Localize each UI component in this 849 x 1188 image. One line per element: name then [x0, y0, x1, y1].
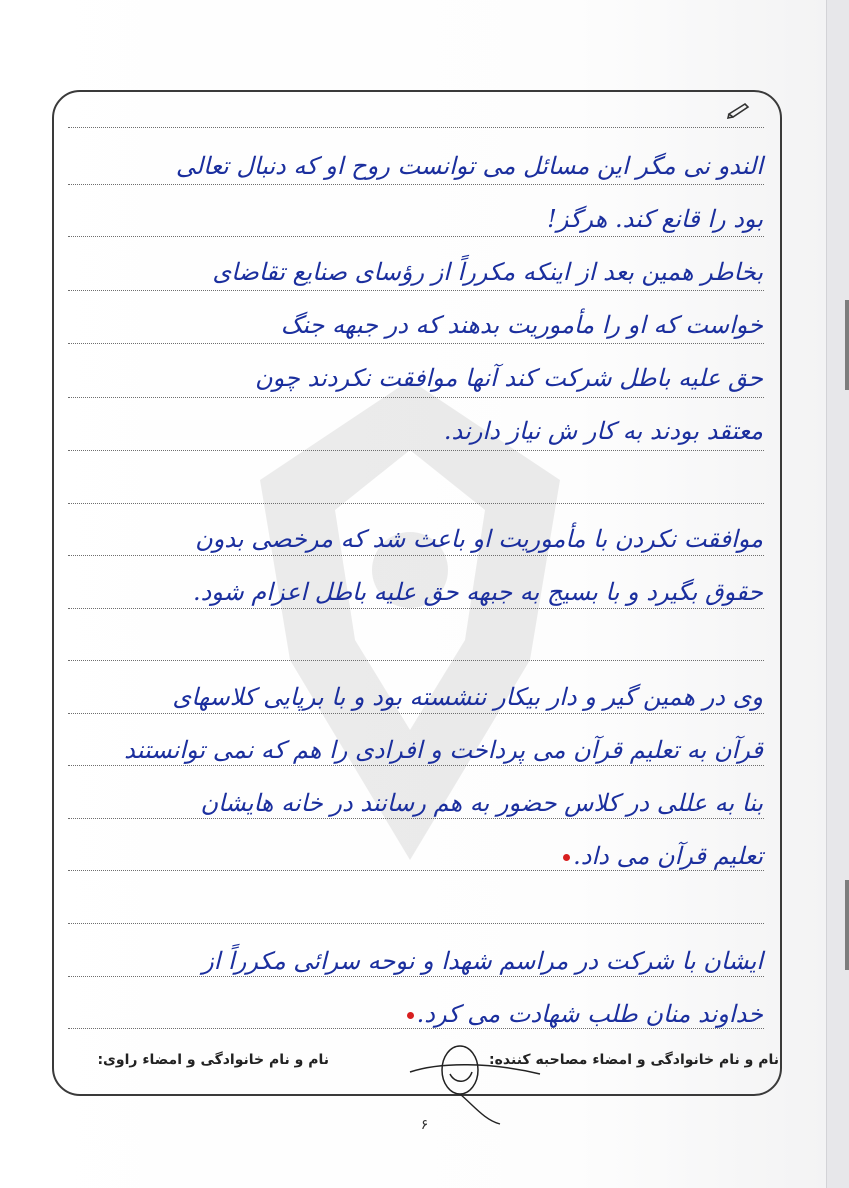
- ruled-line: [68, 923, 764, 924]
- pen-icon: [726, 98, 752, 120]
- red-dot-marker: [563, 854, 570, 861]
- handwritten-line: تعلیم قرآن می داد.: [560, 842, 763, 870]
- handwritten-line: قرآن به تعلیم قرآن می پرداخت و افرادی را هم که نمی توانستند: [124, 736, 763, 764]
- ruled-line: [68, 765, 764, 766]
- handwritten-line: وی در همین گیر و دار بیکار ننشسته بود و با برپایی کلاسهای: [172, 683, 763, 711]
- ruled-line: [68, 184, 764, 185]
- handwritten-line: بنا به عللی در کلاس حضور به هم رسانند در خانه هایشان: [200, 789, 763, 817]
- ruled-line: [68, 127, 764, 128]
- ruled-line: [68, 343, 764, 344]
- handwritten-line: ایشان با شرکت در مراسم شهدا و نوحه سرائی مکرراً از: [202, 947, 763, 975]
- handwritten-line: بخاطر همین بعد از اینکه مکرراً از رؤسای صنایع تقاضای: [212, 258, 763, 286]
- handwritten-line: حق علیه باطل شرکت کند آنها موافقت نکردند چون: [255, 364, 763, 392]
- interviewer-label: نام و نام خانوادگی و امضاء مصاحبه کننده:: [489, 1052, 779, 1068]
- ruled-line: [68, 503, 764, 504]
- edge-tab: [845, 300, 849, 390]
- red-dot-marker: [407, 1012, 414, 1019]
- ruled-line: [68, 1028, 764, 1029]
- ruled-line: [68, 713, 764, 714]
- page-edge: [826, 0, 849, 1188]
- signature-icon: [400, 1032, 550, 1128]
- handwritten-line: خداوند منان طلب شهادت می کرد.: [404, 1000, 763, 1028]
- ruled-line: [68, 976, 764, 977]
- handwritten-line: موافقت نکردن با مأموریت او باعث شد که مرخصی بدون: [195, 525, 763, 553]
- handwritten-line: معتقد بودند به کار ش نیاز دارند.: [443, 417, 763, 445]
- ruled-line: [68, 450, 764, 451]
- handwritten-line: حقوق بگیرد و با بسیج به جبهه حق علیه باطل اعزام شود.: [192, 578, 763, 606]
- ruled-line: [68, 290, 764, 291]
- page-number: ۶: [420, 1117, 429, 1133]
- ruled-line: [68, 236, 764, 237]
- ruled-line: [68, 818, 764, 819]
- ruled-line: [68, 397, 764, 398]
- handwritten-line: خواست که او را مأموریت بدهند که در جبهه جنگ: [280, 311, 763, 339]
- handwritten-line: بود را قانع کند. هرگز!: [547, 205, 763, 233]
- edge-tab: [845, 880, 849, 970]
- ruled-line: [68, 870, 764, 871]
- ruled-line: [68, 660, 764, 661]
- narrator-label: نام و نام خانوادگی و امضاء راوی:: [97, 1052, 329, 1068]
- handwritten-line: الندو نی مگر این مسائل می توانست روح او که دنبال تعالی: [175, 152, 763, 180]
- ruled-line: [68, 555, 764, 556]
- ruled-line: [68, 608, 764, 609]
